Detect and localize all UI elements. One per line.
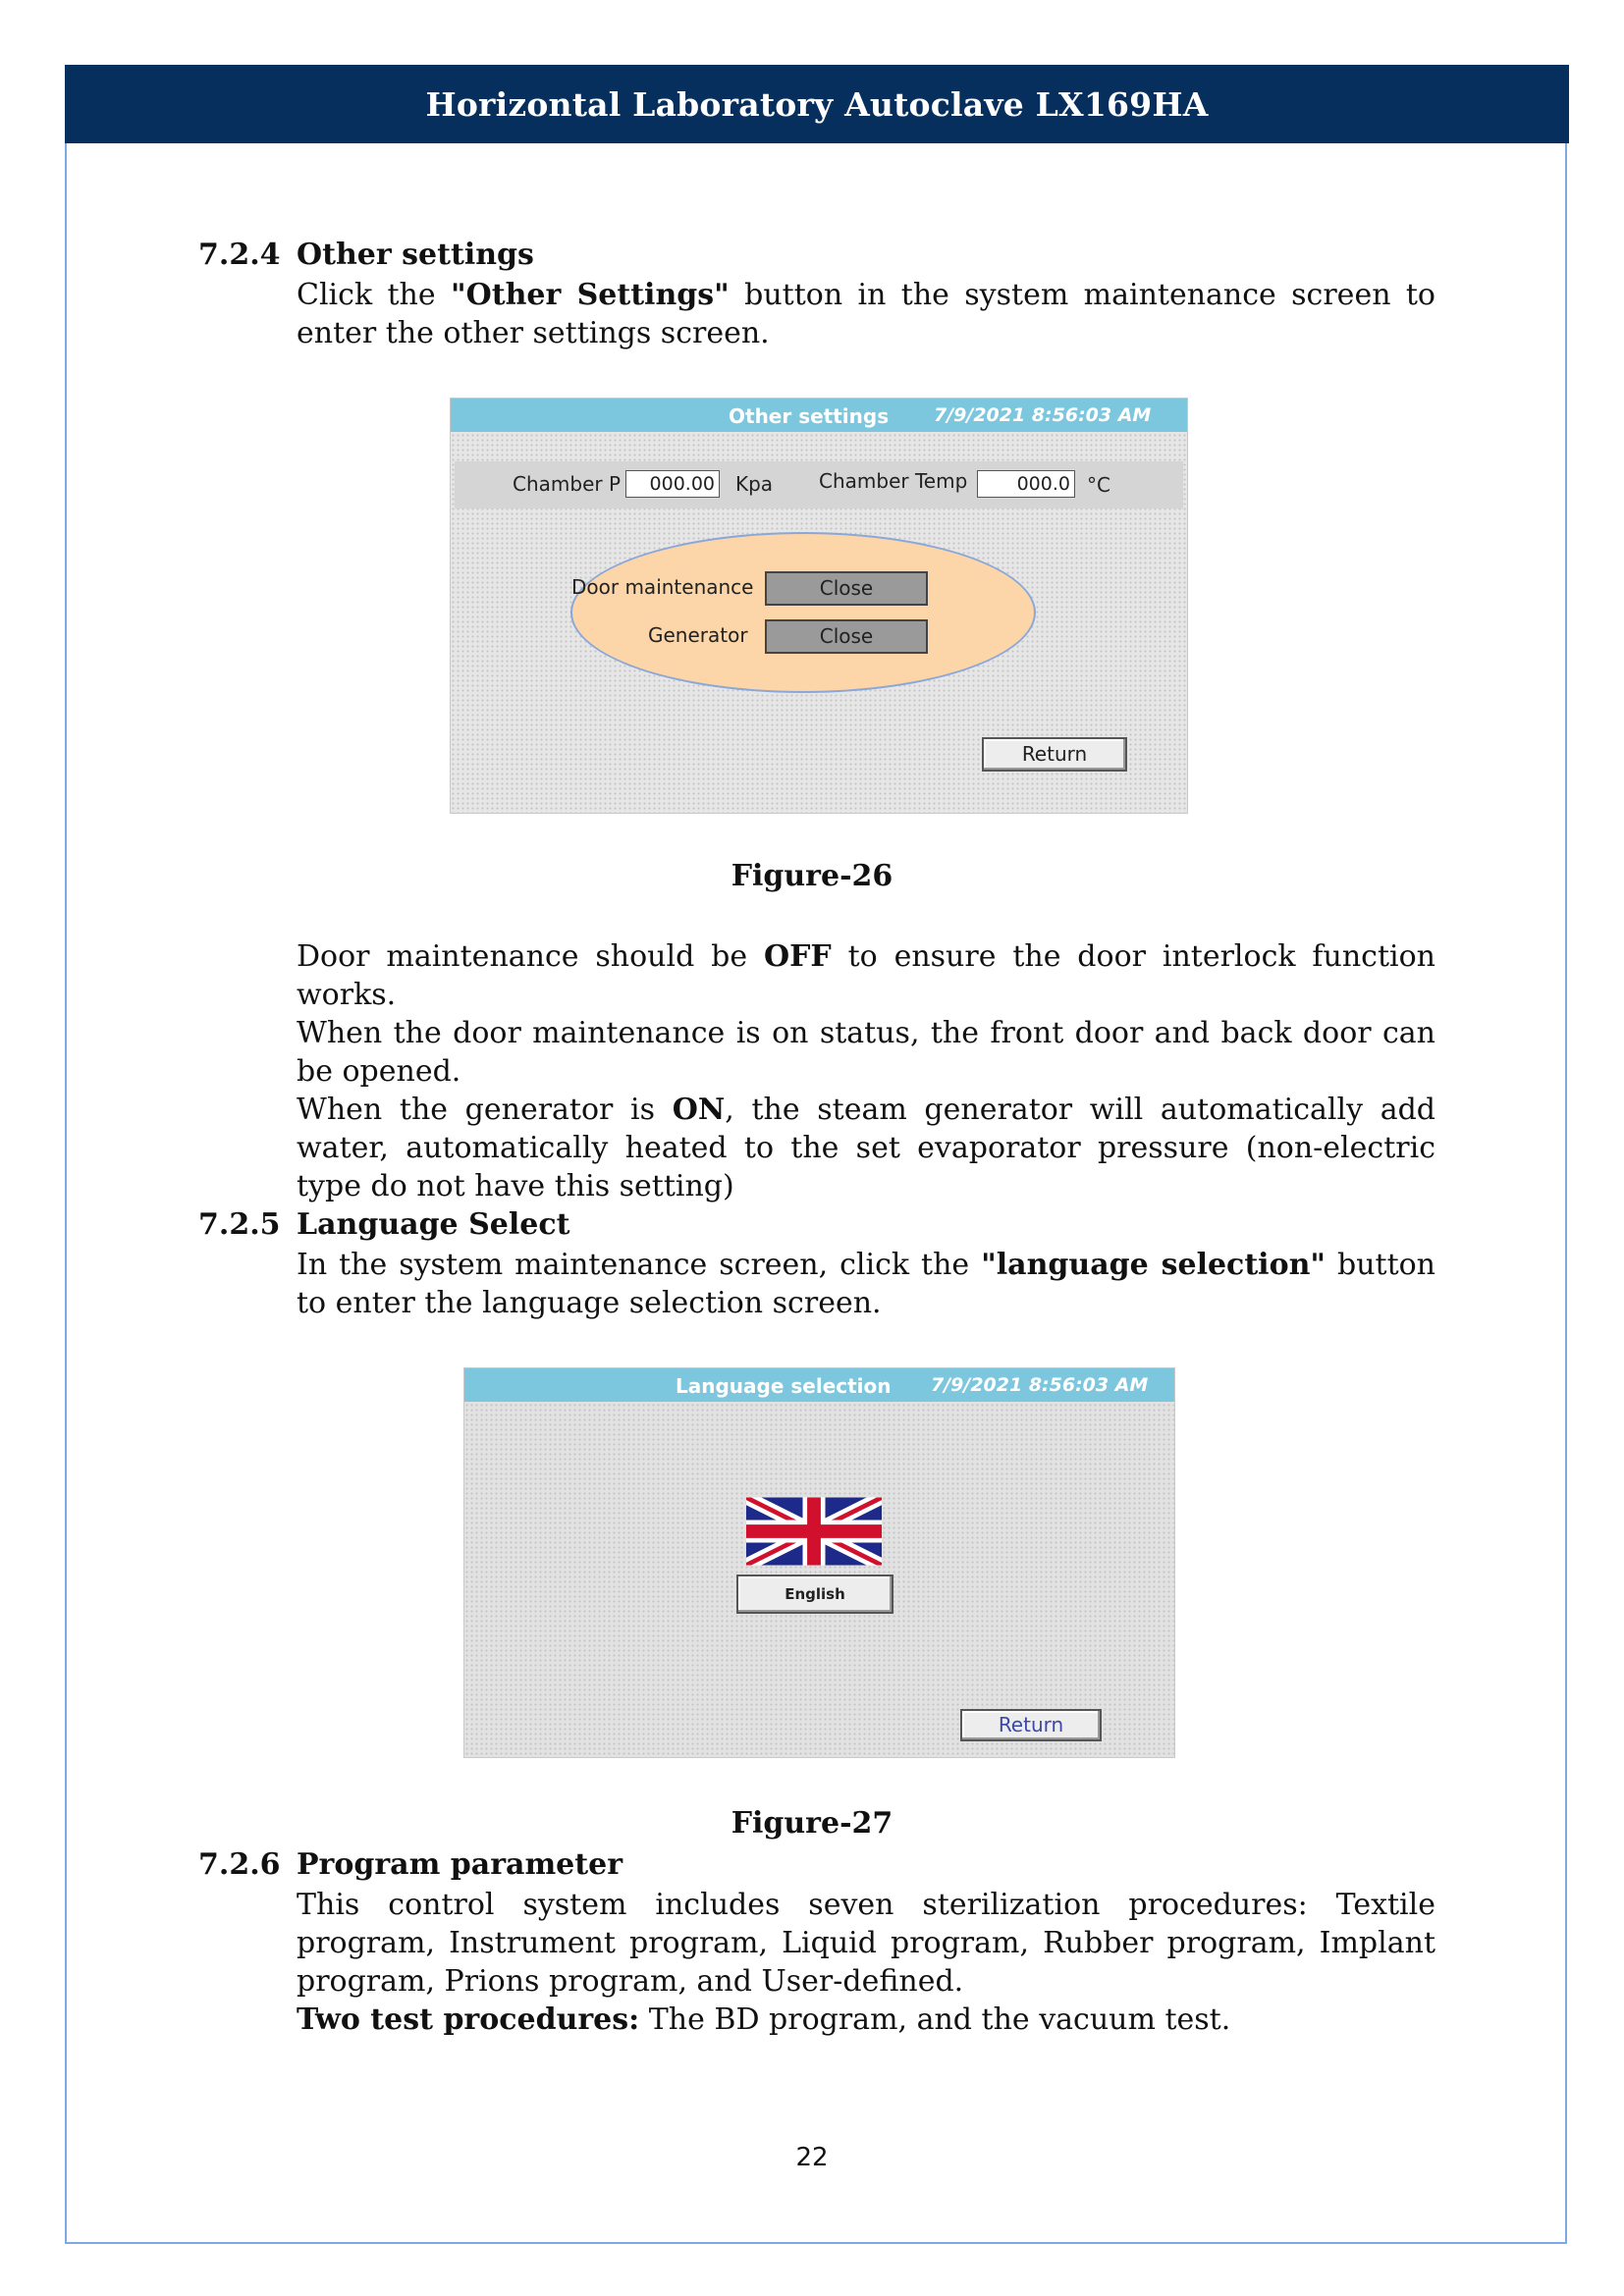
section-726-body	[297, 1886, 1435, 2039]
return-button[interactable]: Return	[982, 737, 1127, 772]
figure-26-caption: Figure-26	[731, 859, 893, 893]
screen-title: Other settings	[729, 404, 890, 428]
language-selection-screen	[463, 1367, 1175, 1758]
settings-oval	[570, 532, 1036, 693]
note-generator: When the generator is ON, the steam generator will automatically add water, automatically heated to the set evaporator pressure (non-electric type do not have this setting)	[297, 1093, 1436, 1203]
screen-title-bar	[464, 1368, 1174, 1402]
uk-flag-icon[interactable]	[746, 1496, 882, 1567]
note-door-off: Door maintenance should be OFF to ensure the door interlock function works.	[297, 939, 1435, 1012]
section-number-726: 7.2.6	[198, 1847, 281, 1882]
section-title-725: Language Select	[297, 1207, 570, 1242]
chamber-p-unit: Kpa	[735, 472, 774, 496]
document-header	[65, 65, 1569, 143]
generator-label: Generator	[648, 623, 748, 647]
section-number-725: 7.2.5	[198, 1207, 281, 1242]
section-title-726: Program parameter	[297, 1847, 623, 1882]
chamber-temp-unit: °C	[1087, 473, 1110, 497]
note-door-on: When the door maintenance is on status, the front door and back door can be opened.	[297, 1016, 1435, 1089]
chamber-p-value: 000.00	[625, 470, 720, 498]
document-title: Horizontal Laboratory Autoclave LX169HA	[425, 84, 1209, 124]
other-settings-screen	[450, 398, 1188, 814]
page-number: 22	[795, 2143, 829, 2172]
screen-title-bar	[451, 399, 1187, 432]
chamber-temp-value: 000.0	[977, 470, 1075, 498]
screen-title: Language selection	[676, 1374, 892, 1398]
door-maintenance-label: Door maintenance	[571, 575, 754, 599]
chamber-temp-label: Chamber Temp	[819, 469, 968, 493]
figure-27-caption: Figure-27	[731, 1806, 893, 1841]
section-725-intro: In the system maintenance screen, click the "language selection" button to enter the language selection screen.	[297, 1248, 1436, 1320]
program-list-text: This control system includes seven sterilization procedures: Textile program, Instrument program, Liquid program, Rubber program, Implant program, Prions program, and User-defined.	[297, 1888, 1435, 1999]
screen-timestamp: 7/9/2021 8:56:03 AM	[931, 1374, 1149, 1396]
section-title-724: Other settings	[297, 238, 534, 272]
test-procedures-text: Two test procedures: The BD program, and the vacuum test.	[297, 2002, 1231, 2037]
english-button[interactable]: English	[736, 1575, 893, 1614]
section-724-intro: Click the "Other Settings" button in the system maintenance screen to enter the other settings screen.	[297, 278, 1435, 350]
return-button[interactable]: Return	[960, 1709, 1102, 1741]
chamber-p-label: Chamber P	[513, 472, 622, 496]
door-maintenance-button[interactable]: Close	[765, 571, 928, 606]
screen-timestamp: 7/9/2021 8:56:03 AM	[934, 404, 1152, 426]
notes-text	[297, 937, 1435, 1205]
section-number-724: 7.2.4	[198, 238, 281, 272]
generator-button[interactable]: Close	[765, 619, 928, 654]
